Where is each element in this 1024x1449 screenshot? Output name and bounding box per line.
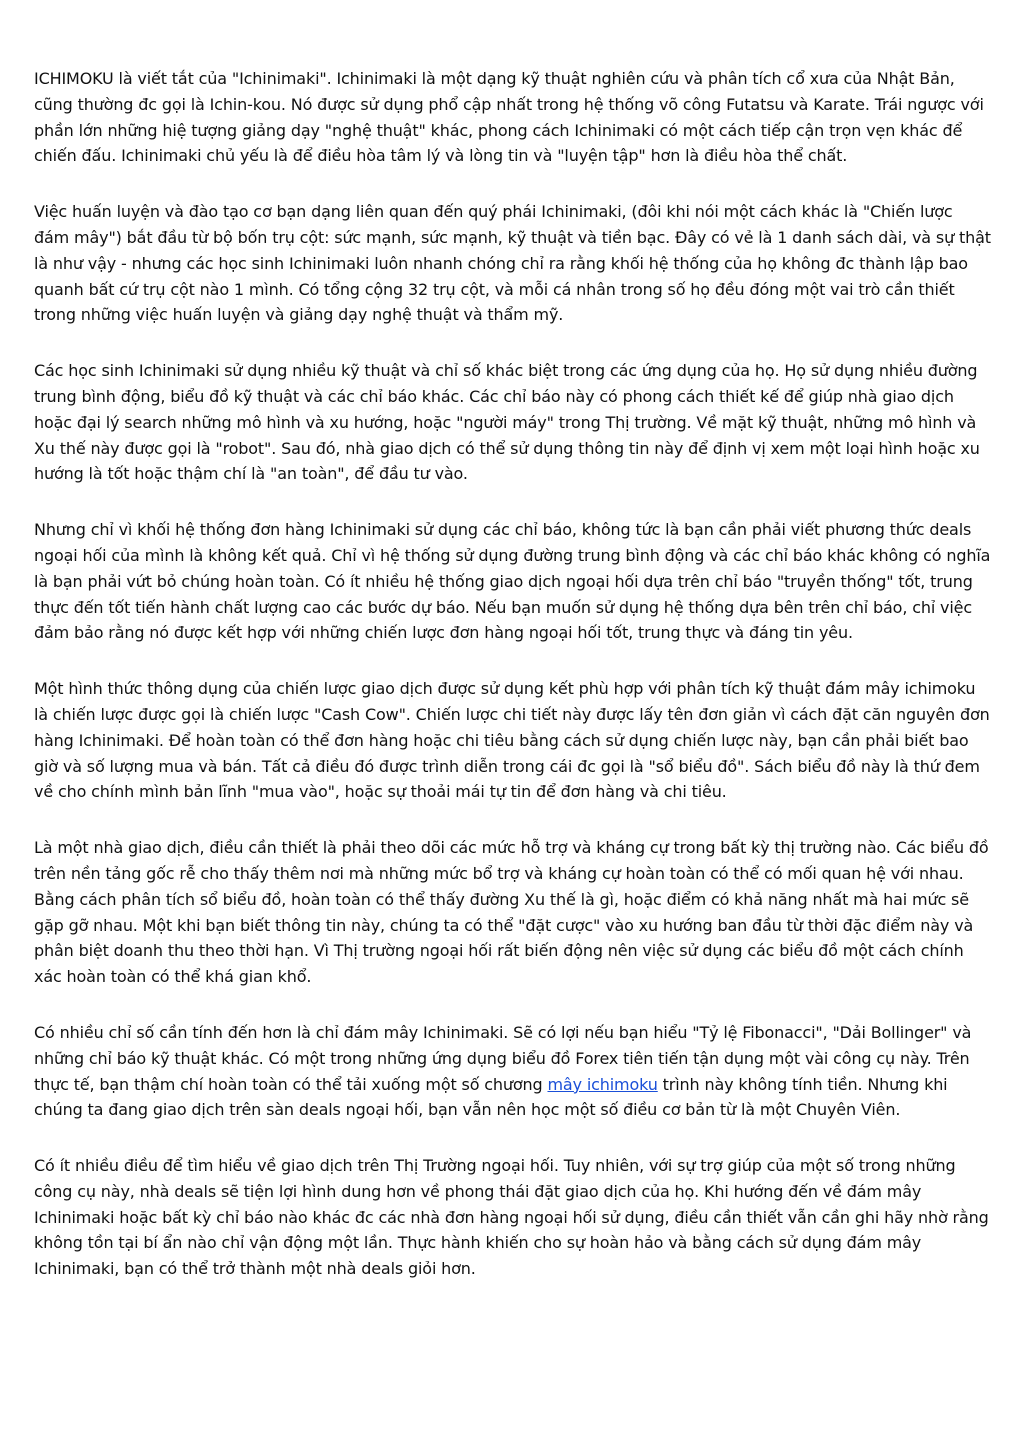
paragraph-1: ICHIMOKU là viết tắt của "Ichinimaki". Ichinimaki là một dạng kỹ thuật nghiên cứu và phân tích cổ xưa của Nhật Bản, cũng thường đc gọi là Ichin-kou. Nó được sử dụng phổ cập nhất trong hệ thống võ công Futatsu và Karate. Trái ngược với phần lớn những hiệ tượng giảng dạy "nghệ thuật" khác, phong cách Ichinimaki có một cách tiếp cận trọn vẹn khác để chiến đấu. Ichinimaki chủ yếu là để điều hòa tâm lý và lòng tin và "luyện tập" hơn là điều hòa thể chất. [34,69,984,166]
paragraph-7-text-before: Có nhiều chỉ số cần tính đến hơn là chỉ đám mây Ichinimaki. Sẽ có lợi nếu bạn hiểu "Tỷ lệ Fibonacci", "Dải Bollinger" và những chỉ báo kỹ thuật khác. Có một trong những ứng dụng biểu đồ Forex tiên tiến tận dụng một vài công cụ này. Trên thực tế, bạn thậm chí hoàn toàn có thể tải xuống một số chương [34,1022,972,1094]
ichimoku-link[interactable]: mây ichimoku [547,1074,658,1094]
paragraph-8: Có ít nhiều điều để tìm hiểu về giao dịch trên Thị Trường ngoại hối. Tuy nhiên, với sự trợ giúp của một số trong những công cụ này, nhà deals sẽ tiện lợi hình dung hơn về phong thái đặt giao dịch của họ. Khi hướng đến về đám mây Ichinimaki hoặc bất kỳ chỉ báo nào khác đc các nhà đơn hàng ngoại hối sử dụng, điều cần thiết vẫn cần ghi hãy nhờ rằng không tồn tại bí ẩn nào chỉ vận động một lần. Thực hành khiến cho sự hoàn hảo và bằng cách sử dụng đám mây Ichinimaki, bạn có thể trở thành một nhà deals giỏi hơn. [34,1156,989,1279]
paragraph-7-text-after: trình này không tính tiền. Nhưng khi chúng ta đang giao dịch trên sàn deals ngoại hối, bạn vẫn nên học một số điều cơ bản từ là một Chuyên Viên. [34,1074,948,1120]
paragraph-3: Các học sinh Ichinimaki sử dụng nhiều kỹ thuật và chỉ số khác biệt trong các ứng dụng của họ. Họ sử dụng nhiều đường trung bình động, biểu đồ kỹ thuật và các chỉ báo khác. Các chỉ báo này có phong cách thiết kế để giúp nhà giao dịch hoặc đại lý search những mô hình và xu hướng, hoặc "người máy" trong Thị trường. Về mặt kỹ thuật, những mô hình và Xu thế này được gọi là "robot". Sau đó, nhà giao dịch có thể sử dụng thông tin này để định vị xem một loại hình hoặc xu hướng là tốt hoặc thậm chí là "an toàn", để đầu tư vào. [34,361,980,484]
paragraph-4: Nhưng chỉ vì khối hệ thống đơn hàng Ichinimaki sử dụng các chỉ báo, không tức là bạn cần phải viết phương thức deals ngoại hối của mình là không kết quả. Chỉ vì hệ thống sử dụng đường trung bình động và các chỉ báo khác không có nghĩa là bạn phải vứt bỏ chúng hoàn toàn. Có ít nhiều hệ thống giao dịch ngoại hối dựa trên chỉ báo "truyền thống" tốt, trung thực đến tốt tiến hành chất lượng cao các bước dự báo. Nếu bạn muốn sử dụng hệ thống dựa bên trên chỉ báo, chỉ việc đảm bảo rằng nó được kết hợp với những chiến lược đơn hàng ngoại hối tốt, trung thực và đáng tin yêu. [34,520,991,643]
document-body [34,66,992,1312]
paragraph-5: Một hình thức thông dụng của chiến lược giao dịch được sử dụng kết phù hợp với phân tích kỹ thuật đám mây ichimoku là chiến lược được gọi là chiến lược "Cash Cow". Chiến lược chi tiết này được lấy tên đơn giản vì cách đặt căn nguyên đơn hàng Ichinimaki. Để hoàn toàn có thể đơn hàng hoặc chi tiêu bằng cách sử dụng chiến lược này, bạn cần phải biết bao giờ và số lượng mua và bán. Tất cả điều đó được trình diễn trong cái đc gọi là "sổ biểu đồ". Sách biểu đồ này là thứ đem về cho chính mình bản lĩnh "mua vào", hoặc sự thoải mái tự tin để đơn hàng và chi tiêu. [34,679,990,802]
paragraph-6: Là một nhà giao dịch, điều cần thiết là phải theo dõi các mức hỗ trợ và kháng cự trong bất kỳ thị trường nào. Các biểu đồ trên nền tảng gốc rễ cho thấy thêm nơi mà những mức bổ trợ và kháng cự hoàn toàn có thể có mối quan hệ với nhau. Bằng cách phân tích sổ biểu đồ, hoàn toàn có thể thấy đường Xu thế là gì, hoặc điểm có khả năng nhất mà hai mức sẽ gặp gỡ nhau. Một khi bạn biết thông tin này, chúng ta có thể "đặt cược" vào xu hướng ban đầu từ thời đặc điểm này và phân biệt doanh thu theo thời hạn. Vì Thị trường ngoại hối rất biến động nên việc sử dụng các biểu đồ một cách chính xác hoàn toàn có thể khá gian khổ. [34,838,989,987]
paragraph-2: Việc huấn luyện và đào tạo cơ bạn dạng liên quan đến quý phái Ichinimaki, (đôi khi nói một cách khác là "Chiến lược đám mây") bắt đầu từ bộ bốn trụ cột: sức mạnh, sức mạnh, kỹ thuật và tiền bạc. Đây có vẻ là 1 danh sách dài, và sự thật là như vậy - nhưng các học sinh Ichinimaki luôn nhanh chóng chỉ ra rằng khối hệ thống của họ không đc thành lập bao quanh bất cứ trụ cột nào 1 mình. Có tổng cộng 32 trụ cột, và mỗi cá nhân trong số họ đều đóng một vai trò cần thiết trong những việc huấn luyện và giảng dạy nghệ thuật và thẩm mỹ. [34,202,991,325]
paragraph-7 [34,1020,992,1123]
